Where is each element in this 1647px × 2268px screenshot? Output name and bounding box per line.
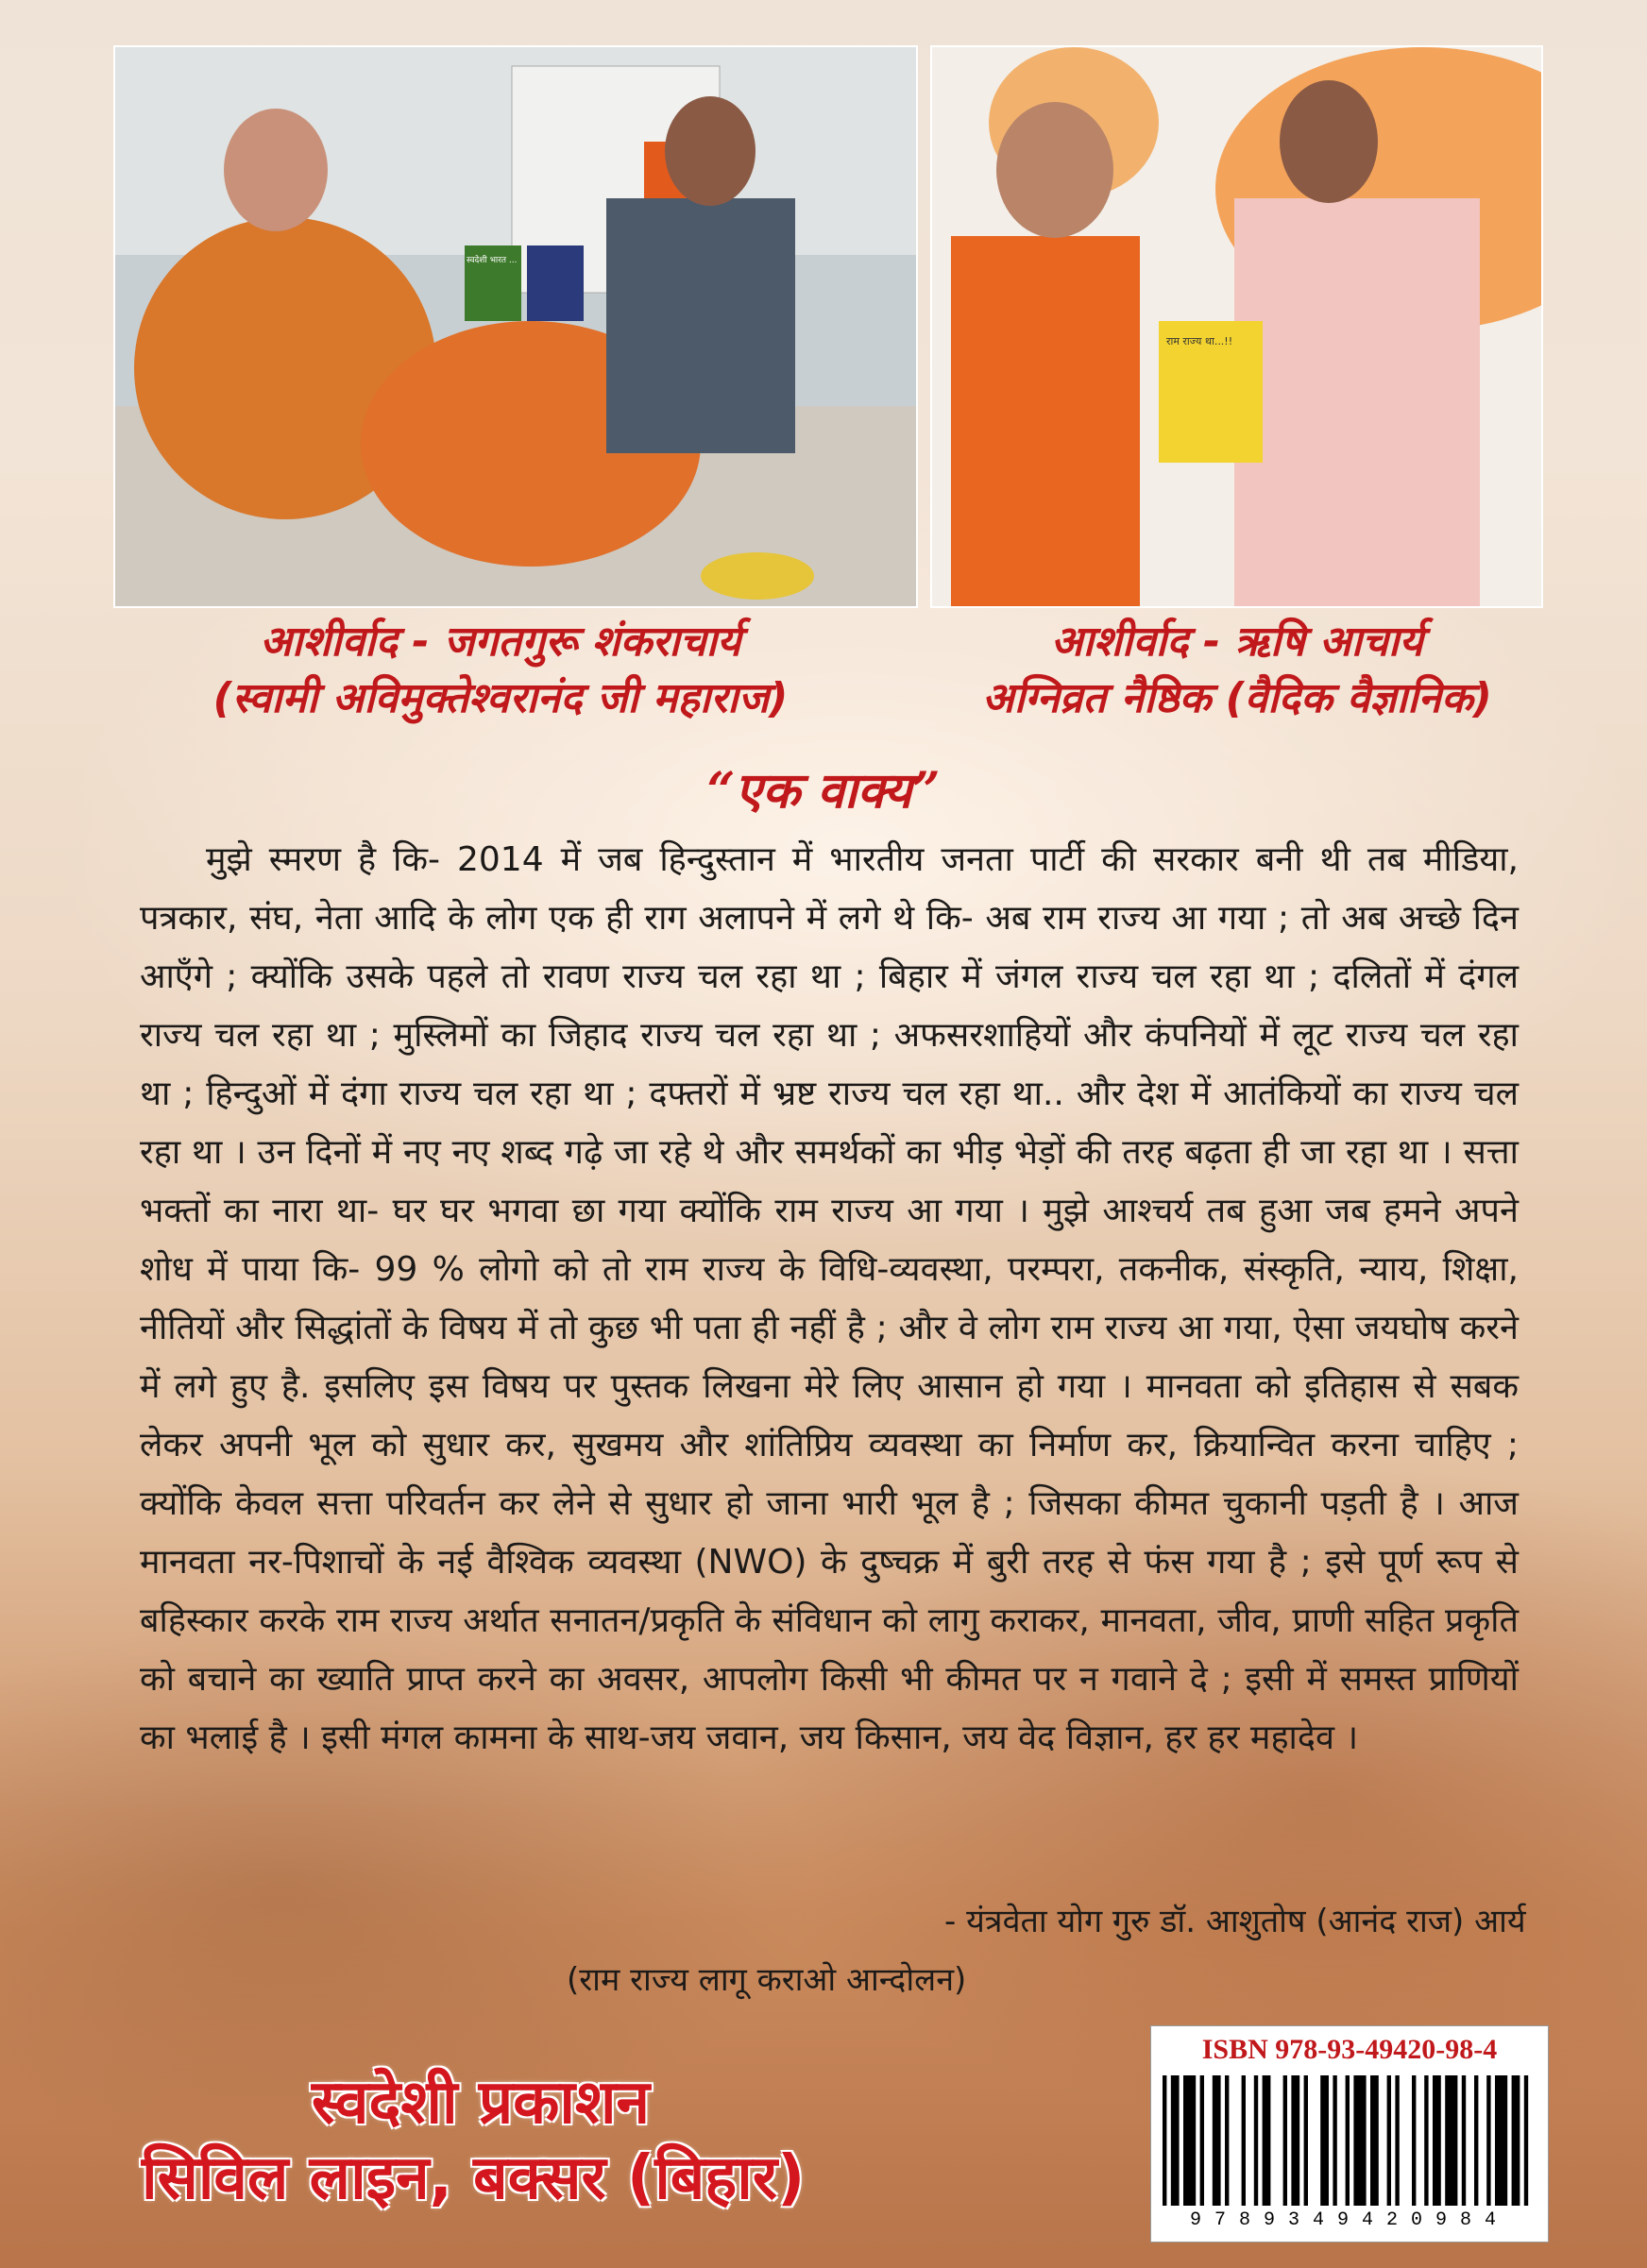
barcode-bar — [1183, 2075, 1196, 2206]
barcode-bar — [1200, 2075, 1204, 2206]
isbn-digits: 9789349420984 — [1189, 2209, 1510, 2231]
barcode-bar — [1320, 2075, 1329, 2206]
barcode-bar — [1163, 2075, 1166, 2206]
left-book-title: स्वदेशी भारत ... — [467, 256, 518, 265]
barcode-bar — [1486, 2075, 1490, 2206]
barcode-bar — [1254, 2075, 1258, 2206]
barcode-bar — [1524, 2075, 1528, 2206]
left-caption-line2: (स्वामी अविमुक्तेश्वरानंद जी महाराज) — [212, 674, 789, 722]
barcode-bar — [1512, 2075, 1520, 2206]
barcode-bar — [1445, 2075, 1457, 2206]
photo-shankaracharya-blessing — [113, 45, 918, 608]
barcode-bar — [1353, 2075, 1366, 2206]
barcode-bar — [1412, 2075, 1416, 2206]
barcode-bar — [1462, 2075, 1466, 2206]
left-photo-caption — [179, 614, 822, 727]
right-book-title: राम राज्य था...!! — [1166, 335, 1233, 347]
barcode-bar — [1395, 2075, 1399, 2206]
author-signature: - यंत्रवेता योग गुरु डॉ. आशुतोष (आनंद राज) आर्य — [944, 1903, 1526, 1940]
publisher-name: स्वदेशी प्रकाशन — [312, 2068, 651, 2138]
body-paragraph: मुझे स्मरण है कि- 2014 में जब हिन्दुस्तान में भारतीय जनता पार्टी की सरकार बनी थी तब मीडिया, पत्रकार, संघ, नेता आदि के लोग एक ही राग अलापने में लगे थे कि- अब राम राज्य आ गया ; तो अब अच्छे दिन आएँगे ; क्योंकि उसके पहले तो रावण राज्य चल रहा था ; बिहार में जंगल राज्य चल रहा था ; दलितों में दंगल राज्य चल रहा था ; मुस्लिमों का जिहाद राज्य चल रहा था ; अफसरशाहियों और कंपनियों में लूट राज्य चल रहा था ; हिन्दुओं में दंगा राज्य चल रहा था ; दफ्तरों में भ्रष्ट राज्य चल रहा था.. और देश में आतंकियों का राज्य चल रहा था । उन दिनों में नए नए शब्द गढ़े जा रहे थे और समर्थकों का भीड़ भेड़ों की तरह बढ़ता ही जा रहा था । सत्ता भक्तों का नारा था- घर घर भगवा छा गया क्योंकि राम राज्य आ गया । मुझे आश्चर्य तब हुआ जब हमने अपने शोध में पाया कि- 99 % लोगो को तो राम राज्य के विधि-व्यवस्था, परम्परा, तकनीक, संस्कृति, न्याय, शिक्षा, नीतियों और सिद्धांतों के विषय में तो कुछ भी पता ही नहीं है ; और वे लोग राम राज्य आ गया, ऐसा जयघोष करने में लगे हुए है. इसलिए इस विषय पर पुस्तक लिखना मेरे लिए आसान हो गया । मानवता को इतिहास से सबक लेकर अपनी भूल को सुधार कर, सुखमय और शांतिप्रिय व्यवस्था का निर्माण कर, क्रियान्वित करना चाहिए ; क्योंकि केवल सत्ता परिवर्तन कर लेने से सुधार हो जाना भारी भूल है ; जिसका कीमत चुकानी पड़ती है । आज मानवता नर-पिशाचों के नई वैश्विक व्यवस्था (NWO) के दुष्चक्र में बुरी तरह से फंस गया है ; इसे पूर्ण रूप से बहिस्कार करके राम राज्य अर्थात सनातन/प्रकृति के संविधान को लागु कराकर, मानवता, जीव, प्राणी सहित प्रकृति को बचाने का ख्याति प्राप्त करने का अवसर, आपलोग किसी भी कीमत पर न गवाने दे ; इसी में समस्त प्राणियों का भलाई है । इसी मंगल कामना के साथ-जय जवान, जय किसान, जय वेद विज्ञान, हर हर महादेव । — [140, 840, 1519, 1757]
barcode-bar — [1333, 2075, 1336, 2206]
barcode-bar — [1291, 2075, 1299, 2206]
barcode-bar — [1495, 2075, 1507, 2206]
barcode-bar — [1263, 2075, 1271, 2206]
barcode-icon — [1163, 2075, 1537, 2206]
publisher-address: सिविल लाइन, बक्सर (बिहार) — [142, 2143, 806, 2213]
barcode-bar — [1171, 2075, 1180, 2206]
section-heading: “एक वाक्य” — [706, 762, 941, 820]
isbn-label: ISBN 978-93-49420-98-4 — [1201, 2034, 1498, 2065]
isbn-barcode-box — [1150, 2025, 1549, 2243]
barcode-bar — [1474, 2075, 1478, 2206]
barcode-bar — [1213, 2075, 1221, 2206]
barcode-bar — [1346, 2075, 1350, 2206]
barcode-bar — [1283, 2075, 1287, 2206]
photo-acharya-blessing — [930, 45, 1543, 608]
barcode-bar — [1424, 2075, 1428, 2206]
movement-name: (राम राज्य लागू कराओ आन्दोलन) — [567, 1961, 967, 1999]
right-caption-line1: आशीर्वाद - ऋषि आचार्य — [1051, 618, 1423, 666]
left-caption-line1: आशीर्वाद - जगतगुरू शंकराचार्य — [260, 618, 741, 666]
right-caption-line2: अग्निव्रत नैष्ठिक (वैदिक वैज्ञानिक) — [982, 674, 1492, 722]
barcode-bar — [1225, 2075, 1229, 2206]
barcode-bar — [1387, 2075, 1391, 2206]
barcode-bar — [1304, 2075, 1308, 2206]
barcode-bar — [1370, 2075, 1379, 2206]
barcode-bar — [1242, 2075, 1246, 2206]
barcode-bar — [1433, 2075, 1441, 2206]
right-photo-caption — [888, 614, 1587, 727]
